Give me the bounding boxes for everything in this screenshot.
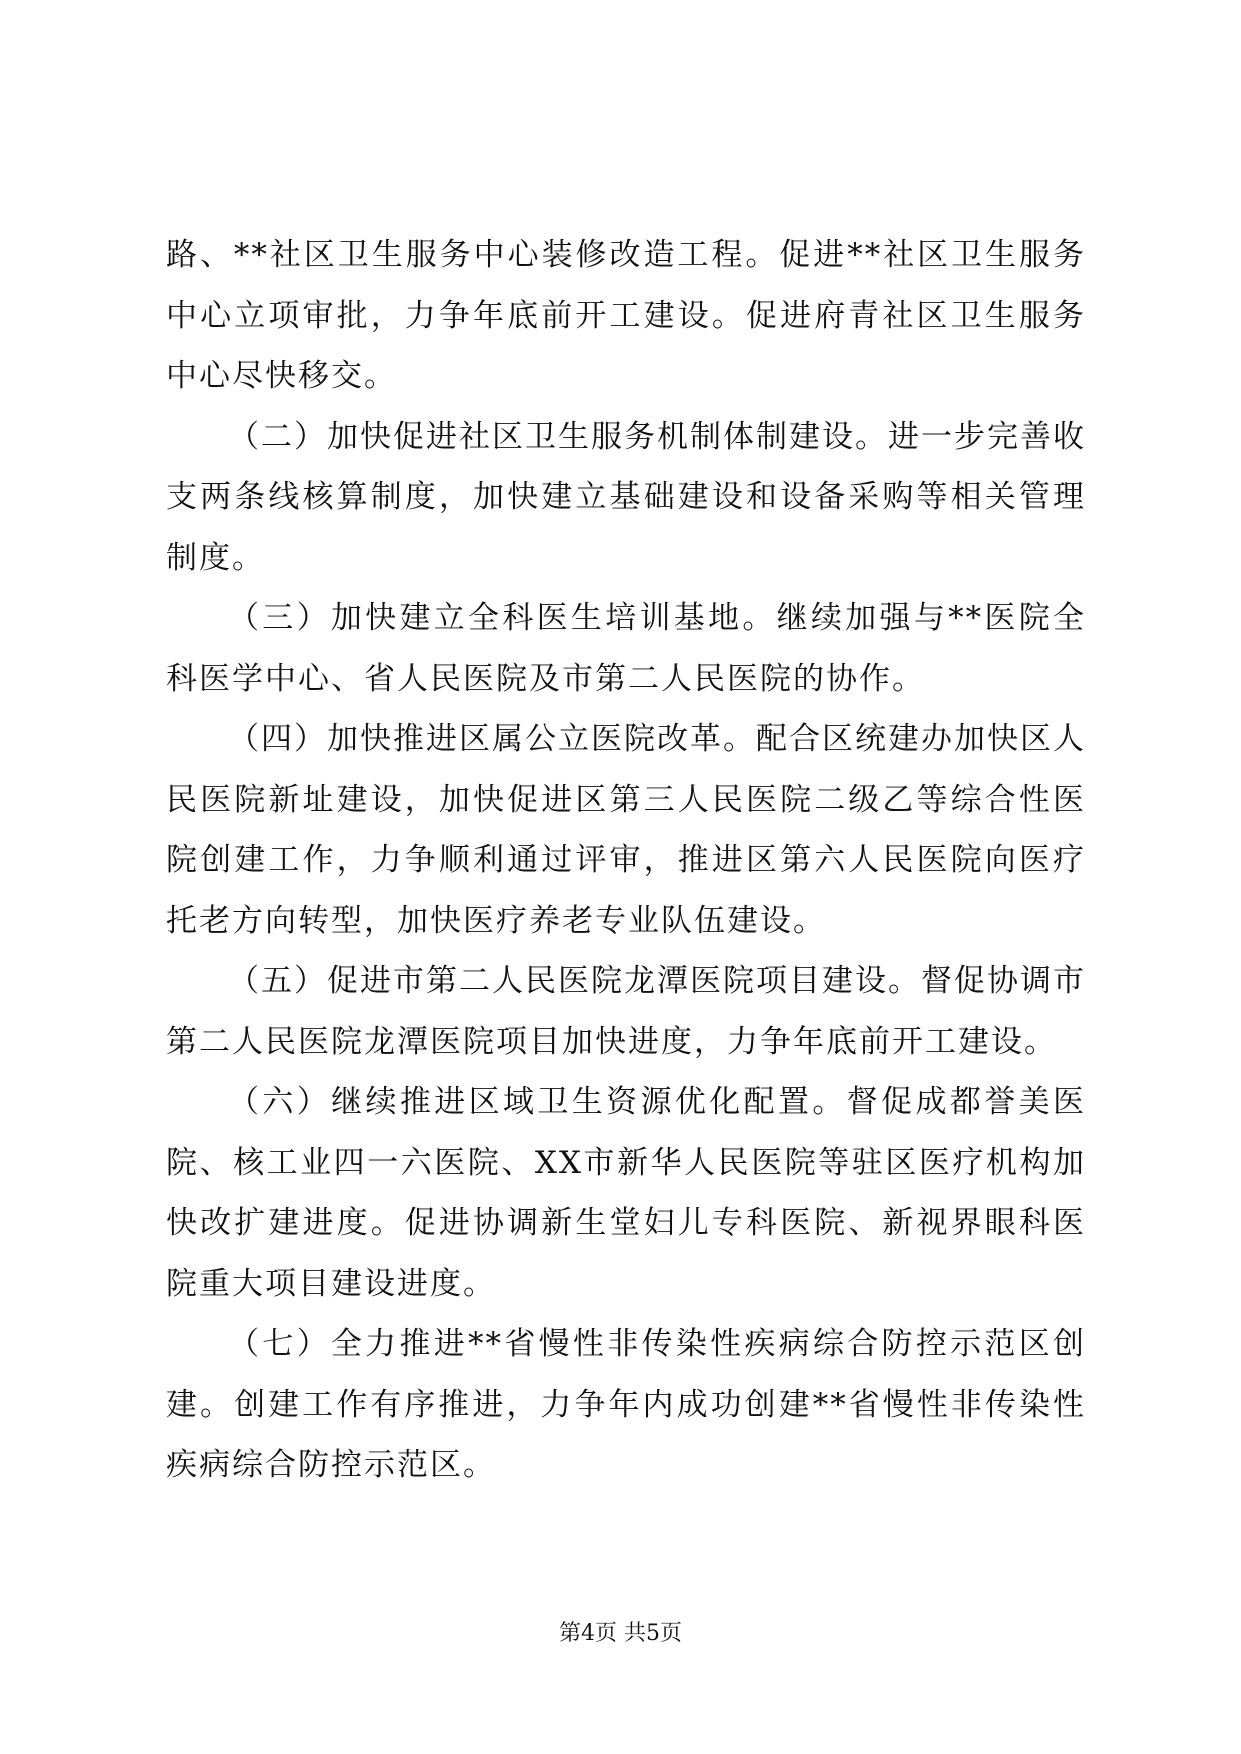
paragraph-4: （四）加快推进区属公立医院改革。配合区统建办加快区人民医院新址建设，加快促进区第三人民医院二级乙等综合性医院创建工作，力争顺利通过评审，推进区第六人民医院向医疗托老方向转型，加快医疗养老专业队伍建设。 — [166, 721, 1086, 939]
document-body — [166, 225, 1086, 1496]
paragraph-3: （三）加快建立全科医生培训基地。继续加强与**医院全科医学中心、省人民医院及市第二人民医院的协作。 — [166, 600, 1086, 697]
page-number-footer: 第4页 共5页 — [559, 1621, 682, 1646]
paragraph-7: （七）全力推进**省慢性非传染性疾病综合防控示范区创建。创建工作有序推进，力争年内成功创建**省慢性非传染性疾病综合防控示范区。 — [166, 1326, 1086, 1483]
paragraph-5: （五）促进市第二人民医院龙潭医院项目建设。督促协调市第二人民医院龙潭医院项目加快进度，力争年底前开工建设。 — [166, 963, 1086, 1060]
paragraph-2: （二）加快促进社区卫生服务机制体制建设。进一步完善收支两条线核算制度，加快建立基础建设和设备采购等相关管理制度。 — [166, 418, 1086, 576]
paragraph-continuation: 路、**社区卫生服务中心装修改造工程。促进**社区卫生服务中心立项审批，力争年底前开工建设。促进府青社区卫生服务中心尽快移交。 — [166, 237, 1086, 394]
paragraph-6: （六）继续推进区域卫生资源优化配置。督促成都誉美医院、核工业四一六医院、XX市新华人民医院等驻区医疗机构加快改扩建进度。促进协调新生堂妇儿专科医院、新视界眼科医院重大项目建设进度。 — [166, 1084, 1086, 1302]
